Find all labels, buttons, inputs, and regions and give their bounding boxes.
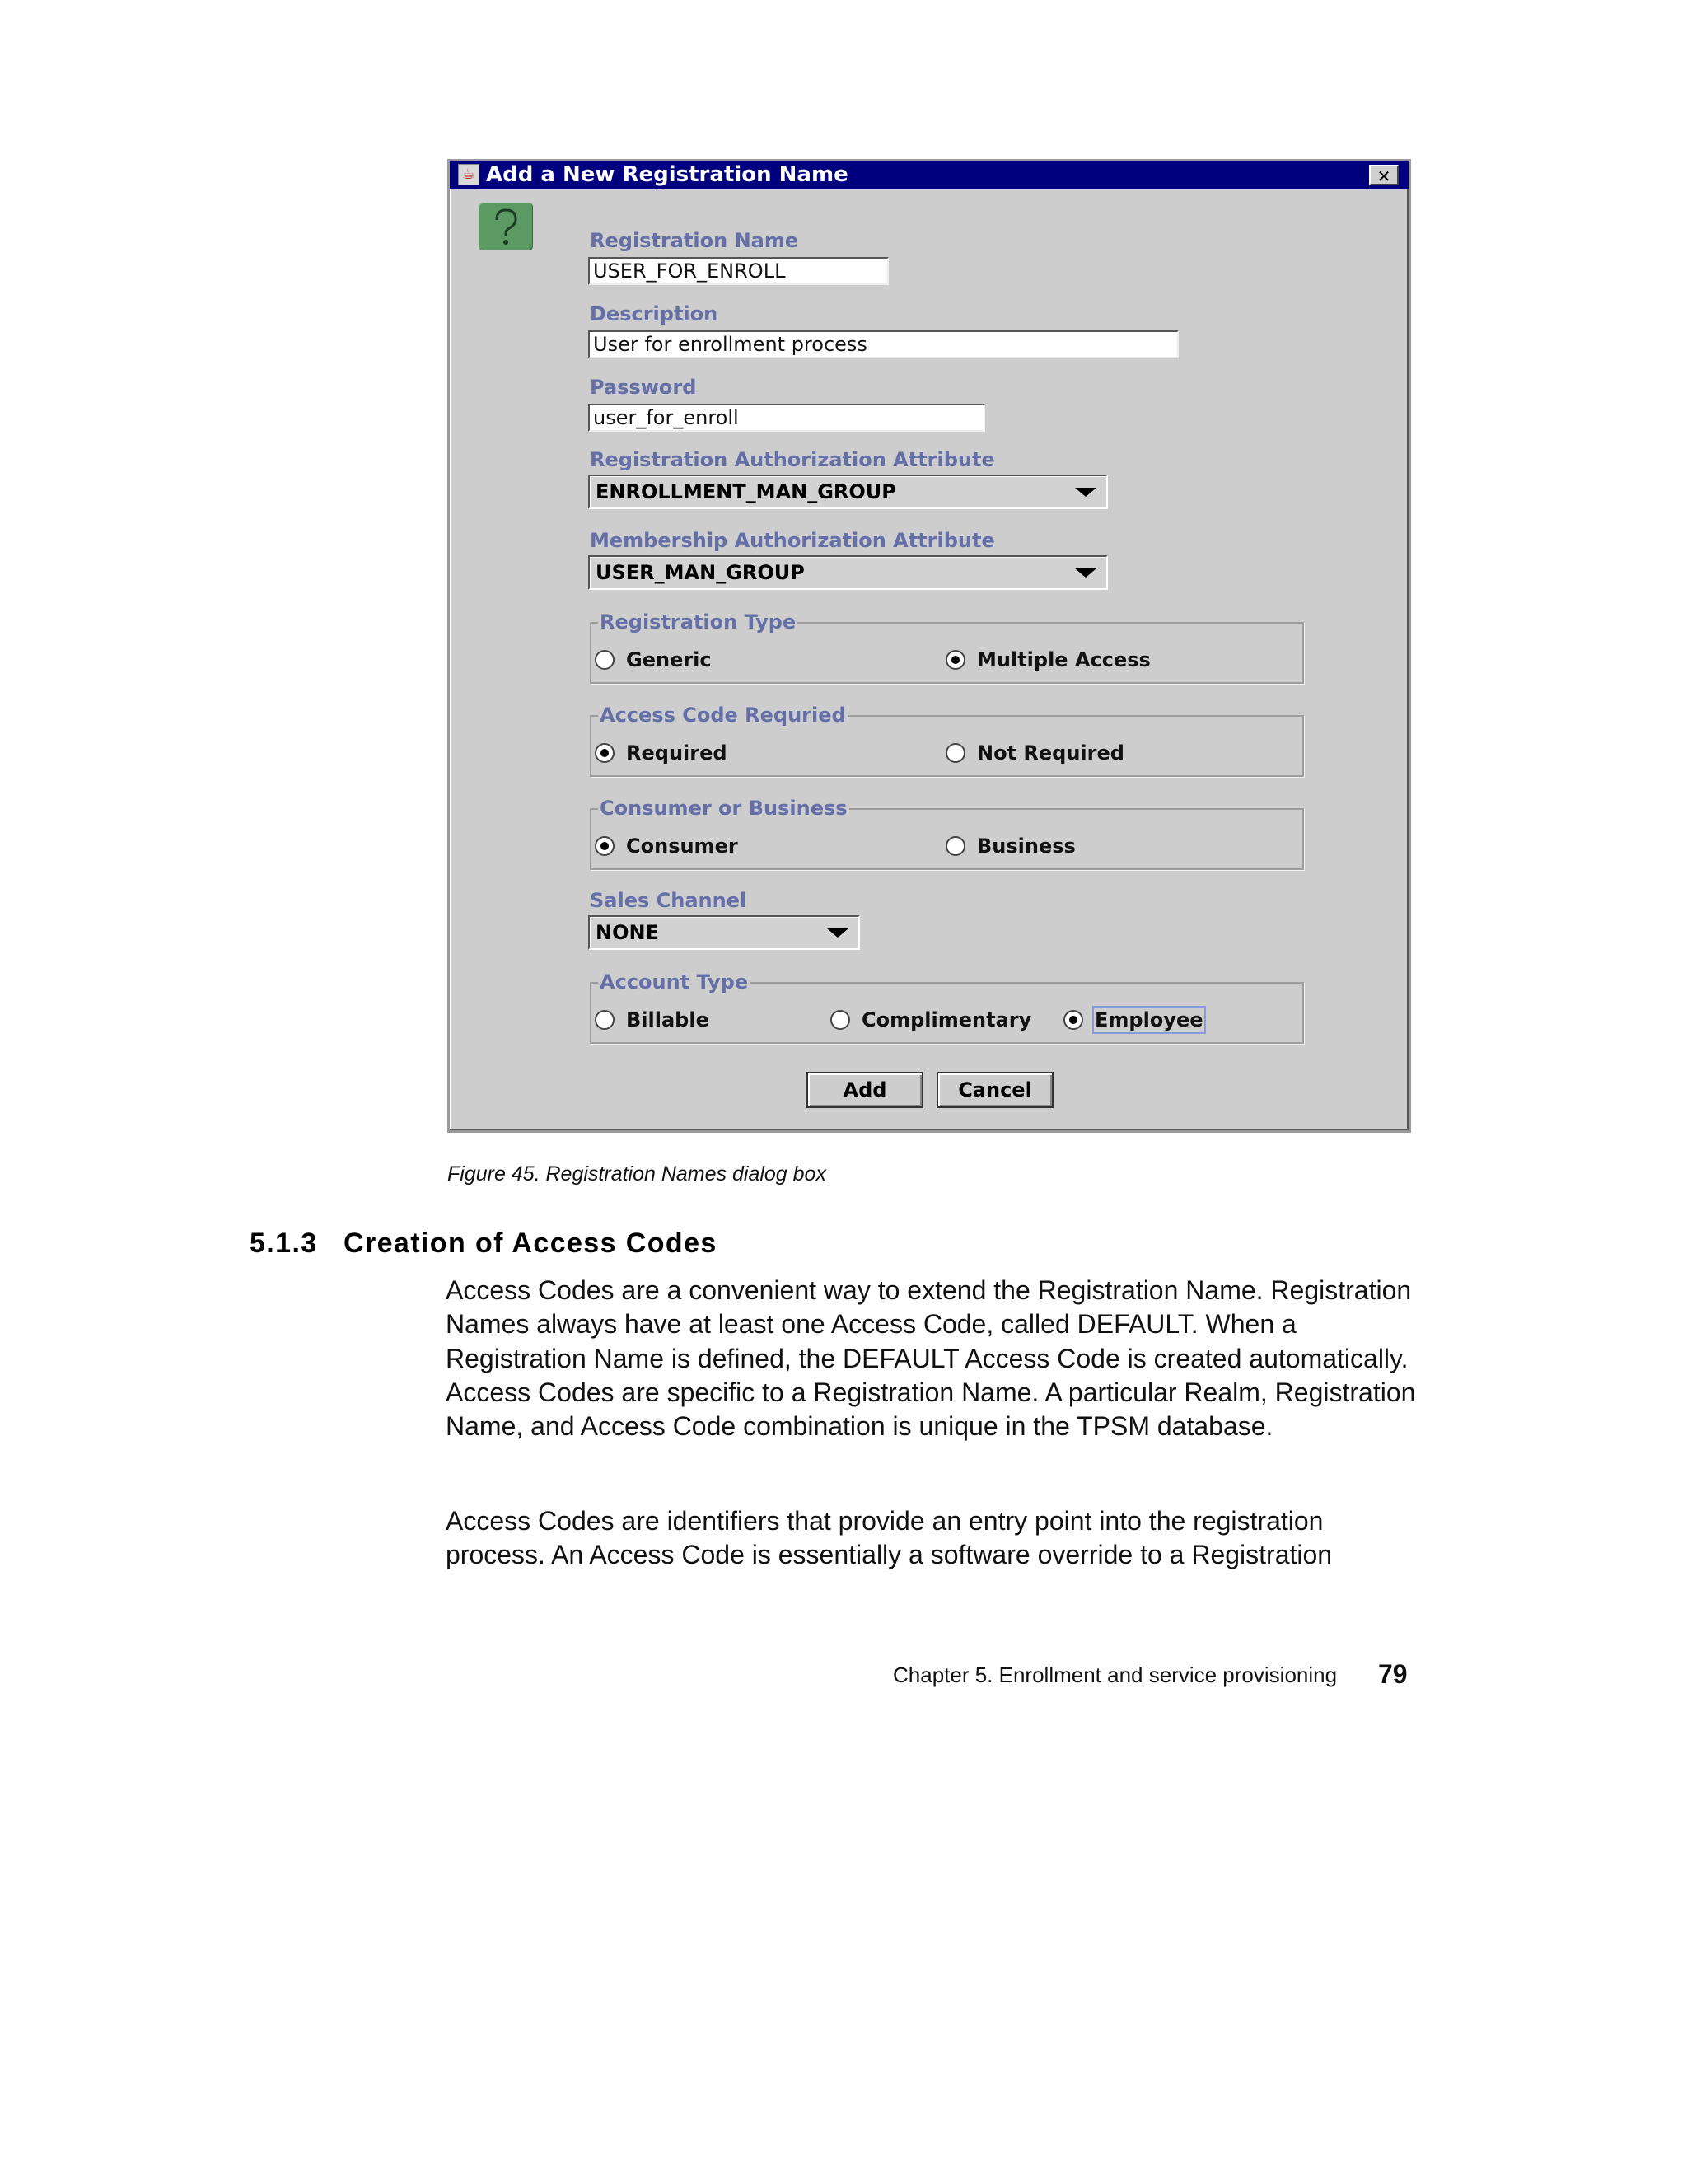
radio-indicator[interactable] — [946, 743, 965, 763]
radio-business[interactable] — [946, 835, 1076, 858]
figure-caption: Figure 45. Registration Names dialog box — [447, 1162, 826, 1186]
close-button[interactable]: ✕ — [1369, 165, 1399, 185]
chevron-down-icon[interactable] — [1075, 568, 1096, 578]
radio-billable[interactable] — [595, 1008, 709, 1031]
consumer-business-group — [590, 797, 1304, 870]
access-code-group — [590, 704, 1304, 777]
radio-label: Billable — [626, 1008, 709, 1031]
registration-name-input[interactable]: USER_FOR_ENROLL — [588, 257, 889, 285]
paragraph-1: Access Codes are a convenient way to extend the Registration Name. Registration Names always have at least one Access Code, called DEFAULT. When a Registration Name is defined, the DEFAULT Access Code is created automatically. Access Codes are specific to a Registration Name. A particular Realm, Registration Name, and Access Code combination is unique in the TPSM database. — [446, 1275, 1416, 1442]
registration-dialog — [447, 159, 1411, 1133]
dialog-titlebar[interactable] — [450, 161, 1409, 189]
registration-name-label: Registration Name — [590, 229, 799, 252]
radio-complimentary[interactable] — [830, 1008, 1031, 1031]
registration-auth-label: Registration Authorization Attribute — [590, 448, 995, 471]
radio-label: Consumer — [626, 835, 738, 858]
registration-type-group — [590, 610, 1304, 684]
radio-indicator[interactable] — [595, 836, 615, 856]
radio-label: Business — [977, 835, 1076, 858]
radio-label: Required — [626, 741, 727, 765]
password-label: Password — [590, 376, 697, 399]
radio-consumer[interactable] — [595, 835, 738, 858]
registration-auth-select[interactable] — [588, 475, 1108, 509]
radio-label: Generic — [626, 648, 712, 671]
radio-multiple-access[interactable] — [946, 648, 1151, 671]
page-number: 79 — [1378, 1659, 1408, 1689]
cancel-button[interactable]: Cancel — [937, 1072, 1054, 1108]
description-input[interactable]: User for enrollment process — [588, 330, 1179, 358]
radio-indicator[interactable] — [1063, 1010, 1083, 1030]
registration-auth-value: ENROLLMENT_MAN_GROUP — [596, 480, 896, 503]
add-button[interactable]: Add — [806, 1072, 923, 1108]
section-title: Creation of Access Codes — [343, 1228, 717, 1259]
radio-label: Complimentary — [862, 1008, 1032, 1031]
registration-type-legend: Registration Type — [600, 610, 797, 634]
radio-employee[interactable] — [1063, 1008, 1203, 1031]
chevron-down-icon[interactable] — [827, 928, 848, 938]
password-input[interactable]: user_for_enroll — [588, 404, 985, 432]
access-code-legend: Access Code Requried — [600, 704, 846, 727]
account-type-legend: Account Type — [600, 970, 749, 994]
radio-generic[interactable] — [595, 648, 712, 671]
chevron-down-icon[interactable] — [1075, 488, 1096, 497]
paragraph-2: Access Codes are identifiers that provide an entry point into the registration process. An Access Code is essentially a software override to a Registration — [446, 1506, 1333, 1570]
radio-indicator[interactable] — [946, 650, 965, 670]
membership-auth-label: Membership Authorization Attribute — [590, 529, 995, 552]
footer-chapter: Chapter 5. Enrollment and service provisioning — [893, 1663, 1338, 1687]
account-type-group — [590, 970, 1304, 1044]
section-number: 5.1.3 — [250, 1228, 318, 1259]
java-cup-icon: ☕ — [458, 164, 479, 185]
consumer-business-legend: Consumer or Business — [600, 797, 848, 820]
section-heading — [250, 1228, 717, 1260]
radio-label: Employee — [1095, 1008, 1203, 1031]
membership-auth-select[interactable] — [588, 555, 1108, 590]
dialog-title: Add a New Registration Name — [486, 162, 848, 187]
sales-channel-label: Sales Channel — [590, 889, 747, 912]
description-label: Description — [590, 302, 718, 325]
radio-indicator[interactable] — [595, 743, 615, 763]
sales-channel-select[interactable] — [588, 915, 860, 950]
radio-required[interactable] — [595, 741, 727, 765]
radio-indicator[interactable] — [830, 1010, 850, 1030]
radio-not-required[interactable] — [946, 741, 1124, 765]
radio-indicator[interactable] — [595, 1010, 615, 1030]
radio-indicator[interactable] — [946, 836, 965, 856]
radio-label: Multiple Access — [977, 648, 1151, 671]
radio-indicator[interactable] — [595, 650, 615, 670]
membership-auth-value: USER_MAN_GROUP — [596, 561, 805, 584]
sales-channel-value: NONE — [596, 921, 659, 944]
help-question-icon[interactable] — [479, 203, 533, 250]
radio-label: Not Required — [977, 741, 1124, 765]
